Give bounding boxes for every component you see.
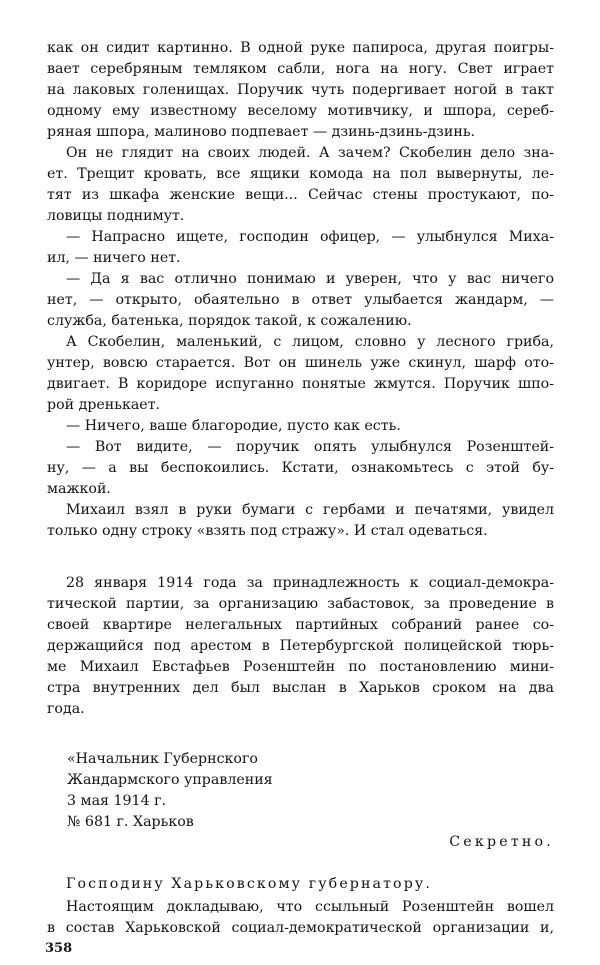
text-line: Михаил взял в руки бумаги с гербами и печатями, увидел [66, 502, 554, 518]
letter-header-line: Жандармского управления [67, 772, 273, 788]
text-line: А Скобелин, маленький, с лицом, словно у лесного гриба, [66, 334, 554, 350]
text-line: 28 января 1914 года за принадлежность к социал-демокра- [66, 575, 554, 591]
text-line: вает серебряным темляком сабли, нога на ногу. Свет играет [47, 61, 554, 77]
text-line: унтер, вовсю старается. Вот он шинель уже скинул, шарф ото- [47, 355, 554, 371]
text-line: Он не глядит на своих людей. А зачем? Скобелин дело зна- [66, 145, 554, 161]
text-line: служба, батенька, порядок такой, к сожалению. [47, 313, 412, 329]
page-number: 358 [45, 941, 73, 956]
text-line: своей квартире нелегальных партийных собраний ранее со- [47, 617, 554, 633]
text-line: только одну строку «взять под стражу». И стал одеваться. [47, 523, 488, 539]
text-line: ет. Трещит кровать, все ящики комода на пол вывернуты, ле- [47, 166, 554, 182]
text-line: тической партии, за организацию забастовок, за проведение в [47, 596, 554, 612]
text-line: — Ничего, ваше благородие, пусто как есть. [66, 418, 401, 434]
letter-header-line: 3 мая 1914 г. [67, 793, 167, 809]
text-line: — Вот видите, — поручик опять улыбнулся Розенштей- [66, 439, 554, 455]
text-line: стра внутренних дел был выслан в Харьков сроком на два [47, 680, 554, 696]
text-line: двигает. В коридоре испуганно понятые жмутся. Поручик шпо- [47, 376, 554, 392]
letter-header-line: «Начальник Губернского [67, 751, 258, 767]
text-line: нет, — открыто, обаятельно в ответ улыбается жандарм, — [47, 292, 554, 308]
text-line: тят из шкафа женские вещи... Сейчас стены простукают, по- [47, 187, 554, 203]
letter-header-line: № 681 г. Харьков [67, 814, 194, 830]
text-line: ил, — ничего нет. [47, 250, 181, 266]
text-line: ну, — а вы беспокоились. Кстати, ознакомьтесь с этой бу- [47, 460, 554, 476]
text-line: на лаковых голенищах. Поручик чуть подергивает ногой в такт [47, 82, 554, 98]
text-line: как он сидит картинно. В одной руке папироса, другая поигры- [47, 40, 554, 56]
text-line: ловицы поднимут. [47, 208, 185, 224]
text-line: Настоящим докладываю, что ссыльный Розенштейн вошел [66, 899, 554, 915]
salutation: Господину Харьковскому губернатору. [66, 876, 432, 892]
text-line: в состав Харьковской социал-демократической организации и, [47, 920, 554, 936]
text-line: — Напрасно ищете, господин офицер, — улыбнулся Миха- [66, 229, 554, 245]
secret-stamp: Секретно. [449, 834, 554, 850]
text-line: одному ему известному веселому мотивчику, и шпора, сереб- [47, 103, 554, 119]
text-line: держащийся под арестом в Петербургской полицейской тюрь- [47, 638, 554, 654]
text-line: ряная шпора, малиново подпевает — дзинь-дзинь-дзинь. [47, 124, 476, 140]
text-line: рой дренькает. [47, 397, 161, 413]
text-line: мажкой. [47, 481, 111, 497]
text-line: ме Михаил Евстафьев Розенштейн по постановлению мини- [47, 659, 554, 675]
text-line: — Да я вас отлично понимаю и уверен, что у вас ничего [66, 271, 554, 287]
text-line: года. [47, 701, 85, 717]
